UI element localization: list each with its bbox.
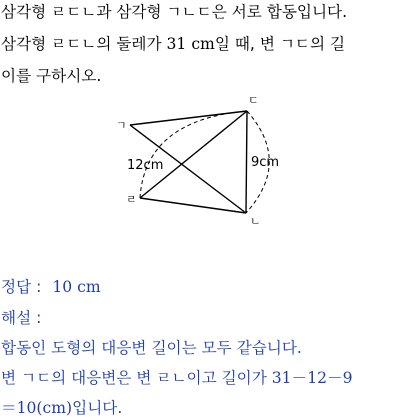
problem-text-2a: 삼각형 ㄹㄷㄴ의 둘레가 — [1, 35, 167, 53]
vertex-giyeok: ㄱ — [116, 119, 127, 132]
solution-line-2 — [1, 368, 353, 388]
solution-text-3: 입니다. — [72, 399, 123, 417]
solution-label: 해설 : — [1, 309, 42, 327]
segment-digeut-nieun — [246, 111, 247, 213]
segment-rieul-digeut — [140, 111, 247, 198]
problem-text-2b: 일 때, 변 ㄱㄷ의 길 — [214, 35, 346, 53]
solution-line-1 — [1, 338, 302, 358]
label-9cm: 9cm — [251, 155, 280, 170]
label-12cm: 12cm — [127, 158, 164, 173]
solution-formula-2: ＝10(cm) — [1, 399, 73, 417]
solution-label-line — [1, 308, 41, 328]
vertex-rieul: ㄹ — [126, 193, 137, 206]
solution-text-2: 변 ㄱㄷ의 대응변은 변 ㄹㄴ이고 길이가 — [1, 369, 272, 387]
problem-text-1: 삼각형 ㄹㄷㄴ과 삼각형 ㄱㄴㄷ은 서로 합동입니다. — [1, 3, 348, 21]
solution-line-3 — [1, 398, 122, 418]
solution-text-1: 합동인 도형의 대응변 길이는 모두 같습니다. — [1, 339, 302, 357]
solution-formula-1: 31－12－9 — [271, 369, 353, 387]
perimeter-value: 31 cm — [166, 35, 215, 53]
vertex-digeut: ㄷ — [248, 94, 259, 107]
vertex-nieun: ㄴ — [250, 215, 261, 228]
problem-text-3: 이를 구하시오. — [1, 67, 102, 85]
answer-line — [1, 277, 101, 297]
answer-value: 10 cm — [52, 278, 101, 296]
answer-label: 정답 : — [1, 278, 42, 296]
